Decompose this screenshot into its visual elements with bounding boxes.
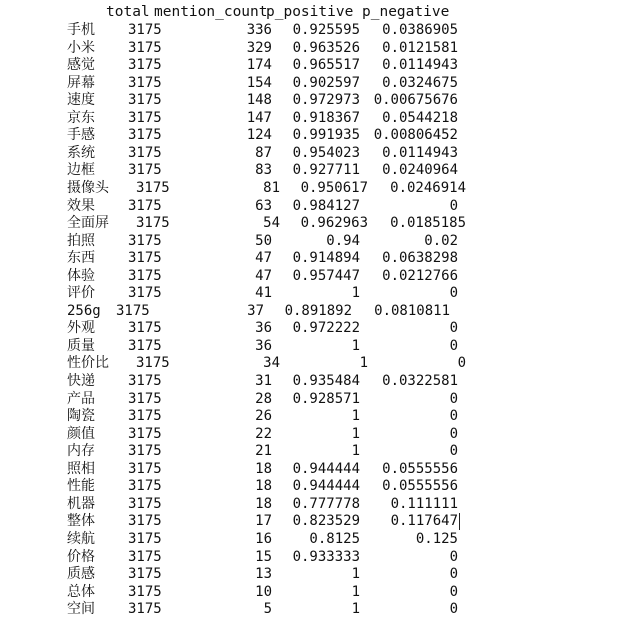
table-row <box>0 180 640 198</box>
p-negative-value: 0.0555556 <box>382 478 458 495</box>
total-value: 3175 <box>136 355 170 372</box>
p-negative-value: 0.0810811 <box>374 302 450 319</box>
row-label: 机器 <box>67 495 95 512</box>
mention-count-value: 41 <box>255 285 272 302</box>
table-row <box>0 162 640 180</box>
total-value: 3175 <box>128 127 162 144</box>
mention-count-value: 63 <box>255 197 272 214</box>
row-label: 评价 <box>67 285 95 302</box>
mention-count-value: 87 <box>255 144 272 161</box>
table-row <box>0 566 640 584</box>
p-positive-value: 0.918367 <box>292 109 360 126</box>
table-row <box>0 215 640 233</box>
mention-count-value: 47 <box>255 267 272 284</box>
row-label: 性价比 <box>67 355 109 372</box>
row-label: 感觉 <box>67 57 95 74</box>
table-row <box>0 355 640 373</box>
total-value: 3175 <box>128 109 162 126</box>
p-positive-value: 0.8125 <box>309 530 360 547</box>
table-row <box>0 584 640 602</box>
p-negative-value: 0.0114943 <box>382 57 458 74</box>
p-positive-value: 0.962963 <box>300 215 368 232</box>
p-negative-value: 0 <box>449 337 458 354</box>
row-label: 内存 <box>67 443 95 460</box>
row-label: 效果 <box>67 197 95 214</box>
p-positive-value: 0.925595 <box>292 22 360 38</box>
total-value: 3175 <box>128 250 162 267</box>
p-positive-value: 0.972973 <box>292 92 360 109</box>
mention-count-value: 10 <box>255 583 272 600</box>
table-row <box>0 285 640 303</box>
table-row <box>0 303 640 321</box>
p-positive-value: 1 <box>351 583 360 600</box>
row-label: 速度 <box>67 92 95 109</box>
row-label: 手感 <box>67 127 95 144</box>
total-value: 3175 <box>128 566 162 583</box>
p-positive-value: 0.891892 <box>284 302 352 319</box>
p-negative-value: 0.0121581 <box>382 39 458 56</box>
p-positive-value: 0.933333 <box>292 548 360 565</box>
total-value: 3175 <box>116 302 150 319</box>
mention-count-value: 13 <box>255 566 272 583</box>
row-label: 照相 <box>67 460 95 477</box>
mention-count-value: 83 <box>255 162 272 179</box>
mention-count-value: 50 <box>255 232 272 249</box>
total-value: 3175 <box>128 320 162 337</box>
mention-count-value: 28 <box>255 390 272 407</box>
p-negative-value: 0.0324675 <box>382 74 458 91</box>
p-negative-value: 0.0185185 <box>390 215 466 232</box>
mention-count-value: 31 <box>255 373 272 389</box>
total-value: 3175 <box>128 548 162 565</box>
table-row <box>0 320 640 338</box>
p-negative-value: 0.0544218 <box>382 109 458 126</box>
p-negative-value: 0 <box>449 583 458 600</box>
mention-count-value: 36 <box>255 320 272 337</box>
p-positive-value: 0.957447 <box>292 267 360 284</box>
table-row <box>0 408 640 426</box>
p-negative-value: 0.02 <box>424 232 458 249</box>
table-row <box>0 373 640 391</box>
table-row <box>0 391 640 409</box>
mention-count-value: 329 <box>246 39 272 56</box>
mention-count-value: 147 <box>246 109 272 126</box>
p-negative-value: 0.0240964 <box>382 162 458 179</box>
table-row <box>0 145 640 163</box>
mention-count-value: 18 <box>255 460 272 477</box>
table-row <box>0 461 640 479</box>
p-positive-value: 0.777778 <box>292 495 360 512</box>
table-row <box>0 268 640 286</box>
p-positive-value: 1 <box>351 601 360 618</box>
row-label: 屏幕 <box>67 74 95 91</box>
p-negative-value: 0.0555556 <box>382 460 458 477</box>
row-label: 全面屏 <box>67 215 109 232</box>
p-negative-value: 0 <box>449 408 458 425</box>
p-negative-value: 0.0386905 <box>382 22 458 38</box>
mention-count-value: 81 <box>263 179 280 196</box>
p-positive-value: 0.927711 <box>292 162 360 179</box>
header-p-negative: p_negative <box>362 4 450 20</box>
row-label: 体验 <box>67 267 95 284</box>
mention-count-value: 15 <box>255 548 272 565</box>
mention-count-value: 36 <box>255 337 272 354</box>
p-negative-value: 0.0638298 <box>382 250 458 267</box>
p-negative-value: 0.0246914 <box>390 179 466 196</box>
total-value: 3175 <box>128 267 162 284</box>
mention-count-value: 5 <box>263 601 272 618</box>
p-negative-value: 0.111111 <box>390 495 458 512</box>
row-label: 京东 <box>67 109 95 126</box>
p-positive-value: 0.823529 <box>292 513 360 530</box>
mention-count-value: 148 <box>246 92 272 109</box>
table-row <box>0 22 640 40</box>
mention-count-value: 21 <box>255 443 272 460</box>
p-positive-value: 0.950617 <box>300 179 368 196</box>
p-negative-value: 0 <box>449 197 458 214</box>
p-positive-value: 0.972222 <box>292 320 360 337</box>
row-label: 快递 <box>67 373 95 389</box>
row-label: 东西 <box>67 250 95 267</box>
row-label: 总体 <box>67 583 95 600</box>
row-label: 产品 <box>67 390 95 407</box>
row-label: 续航 <box>67 530 95 547</box>
p-negative-value: 0 <box>457 355 466 372</box>
total-value: 3175 <box>136 179 170 196</box>
total-value: 3175 <box>128 513 162 530</box>
mention-count-value: 17 <box>255 513 272 530</box>
row-label: 外观 <box>67 320 95 337</box>
p-positive-value: 0.954023 <box>292 144 360 161</box>
p-negative-value: 0 <box>449 566 458 583</box>
total-value: 3175 <box>128 408 162 425</box>
p-positive-value: 0.94 <box>326 232 360 249</box>
total-value: 3175 <box>128 495 162 512</box>
p-negative-value: 0.125 <box>415 530 458 547</box>
p-positive-value: 1 <box>359 355 368 372</box>
p-positive-value: 0.944444 <box>292 460 360 477</box>
p-negative-value: 0.00806452 <box>373 127 458 144</box>
mention-count-value: 18 <box>255 495 272 512</box>
row-label: 整体 <box>67 513 95 530</box>
p-negative-value: 0.0114943 <box>382 144 458 161</box>
table-row <box>0 513 640 531</box>
p-positive-value: 0.914894 <box>292 250 360 267</box>
p-positive-value: 0.984127 <box>292 197 360 214</box>
table-row <box>0 110 640 128</box>
p-negative-value: 0.00675676 <box>373 92 458 109</box>
mention-count-value: 124 <box>246 127 272 144</box>
total-value: 3175 <box>128 583 162 600</box>
row-label: 小米 <box>67 39 95 56</box>
p-positive-value: 0.928571 <box>292 390 360 407</box>
table-row <box>0 127 640 145</box>
table-row <box>0 250 640 268</box>
p-negative-value: 0.117647 <box>390 513 458 530</box>
total-value: 3175 <box>128 232 162 249</box>
row-label: 摄像头 <box>67 179 109 196</box>
row-label: 边框 <box>67 162 95 179</box>
row-label: 质量 <box>67 337 95 354</box>
total-value: 3175 <box>128 425 162 442</box>
table-row <box>0 531 640 549</box>
p-positive-value: 1 <box>351 285 360 302</box>
p-negative-value: 0 <box>449 443 458 460</box>
p-positive-value: 1 <box>351 425 360 442</box>
row-label: 手机 <box>67 22 95 38</box>
row-label: 陶瓷 <box>67 408 95 425</box>
text-cursor <box>459 513 460 530</box>
table-row <box>0 478 640 496</box>
total-value: 3175 <box>128 530 162 547</box>
p-positive-value: 0.944444 <box>292 478 360 495</box>
mention-count-value: 154 <box>246 74 272 91</box>
total-value: 3175 <box>136 215 170 232</box>
row-label: 价格 <box>67 548 95 565</box>
mention-count-value: 16 <box>255 530 272 547</box>
row-label: 空间 <box>67 601 95 618</box>
p-positive-value: 1 <box>351 337 360 354</box>
p-positive-value: 0.991935 <box>292 127 360 144</box>
p-positive-value: 0.902597 <box>292 74 360 91</box>
p-positive-value: 1 <box>351 566 360 583</box>
mention-count-value: 37 <box>247 302 264 319</box>
table-row <box>0 92 640 110</box>
p-positive-value: 0.963526 <box>292 39 360 56</box>
total-value: 3175 <box>128 460 162 477</box>
table-row <box>0 75 640 93</box>
p-negative-value: 0 <box>449 425 458 442</box>
table-row <box>0 57 640 75</box>
total-value: 3175 <box>128 197 162 214</box>
row-label: 256g <box>67 302 101 319</box>
total-value: 3175 <box>128 74 162 91</box>
row-label: 颜值 <box>67 425 95 442</box>
total-value: 3175 <box>128 373 162 389</box>
total-value: 3175 <box>128 162 162 179</box>
total-value: 3175 <box>128 285 162 302</box>
table-row <box>0 601 640 619</box>
total-value: 3175 <box>128 390 162 407</box>
table-row <box>0 443 640 461</box>
table-row <box>0 426 640 444</box>
mention-count-value: 34 <box>263 355 280 372</box>
p-positive-value: 1 <box>351 443 360 460</box>
mention-count-value: 26 <box>255 408 272 425</box>
total-value: 3175 <box>128 39 162 56</box>
p-negative-value: 0 <box>449 320 458 337</box>
p-negative-value: 0.0212766 <box>382 267 458 284</box>
mention-count-value: 174 <box>246 57 272 74</box>
p-positive-value: 0.935484 <box>292 373 360 389</box>
p-negative-value: 0 <box>449 285 458 302</box>
p-negative-value: 0.0322581 <box>382 373 458 389</box>
total-value: 3175 <box>128 443 162 460</box>
p-negative-value: 0 <box>449 548 458 565</box>
total-value: 3175 <box>128 478 162 495</box>
total-value: 3175 <box>128 144 162 161</box>
header-total: total <box>106 4 150 20</box>
row-label: 质感 <box>67 566 95 583</box>
header-mention-count: mention_count <box>154 4 268 20</box>
p-positive-value: 1 <box>351 408 360 425</box>
row-label: 拍照 <box>67 232 95 249</box>
table-row <box>0 40 640 58</box>
total-value: 3175 <box>128 22 162 38</box>
total-value: 3175 <box>128 92 162 109</box>
p-positive-value: 0.965517 <box>292 57 360 74</box>
total-value: 3175 <box>128 337 162 354</box>
mention-count-value: 47 <box>255 250 272 267</box>
table-row <box>0 549 640 567</box>
table-row <box>0 496 640 514</box>
total-value: 3175 <box>128 601 162 618</box>
table-row <box>0 198 640 216</box>
mention-count-value: 22 <box>255 425 272 442</box>
p-negative-value: 0 <box>449 390 458 407</box>
table-row <box>0 233 640 251</box>
mention-count-value: 54 <box>263 215 280 232</box>
total-value: 3175 <box>128 57 162 74</box>
mention-count-value: 336 <box>246 22 272 38</box>
table-row <box>0 338 640 356</box>
row-label: 系统 <box>67 144 95 161</box>
p-negative-value: 0 <box>449 601 458 618</box>
row-label: 性能 <box>67 478 95 495</box>
mention-count-value: 18 <box>255 478 272 495</box>
header-p-positive: p_positive <box>266 4 354 20</box>
